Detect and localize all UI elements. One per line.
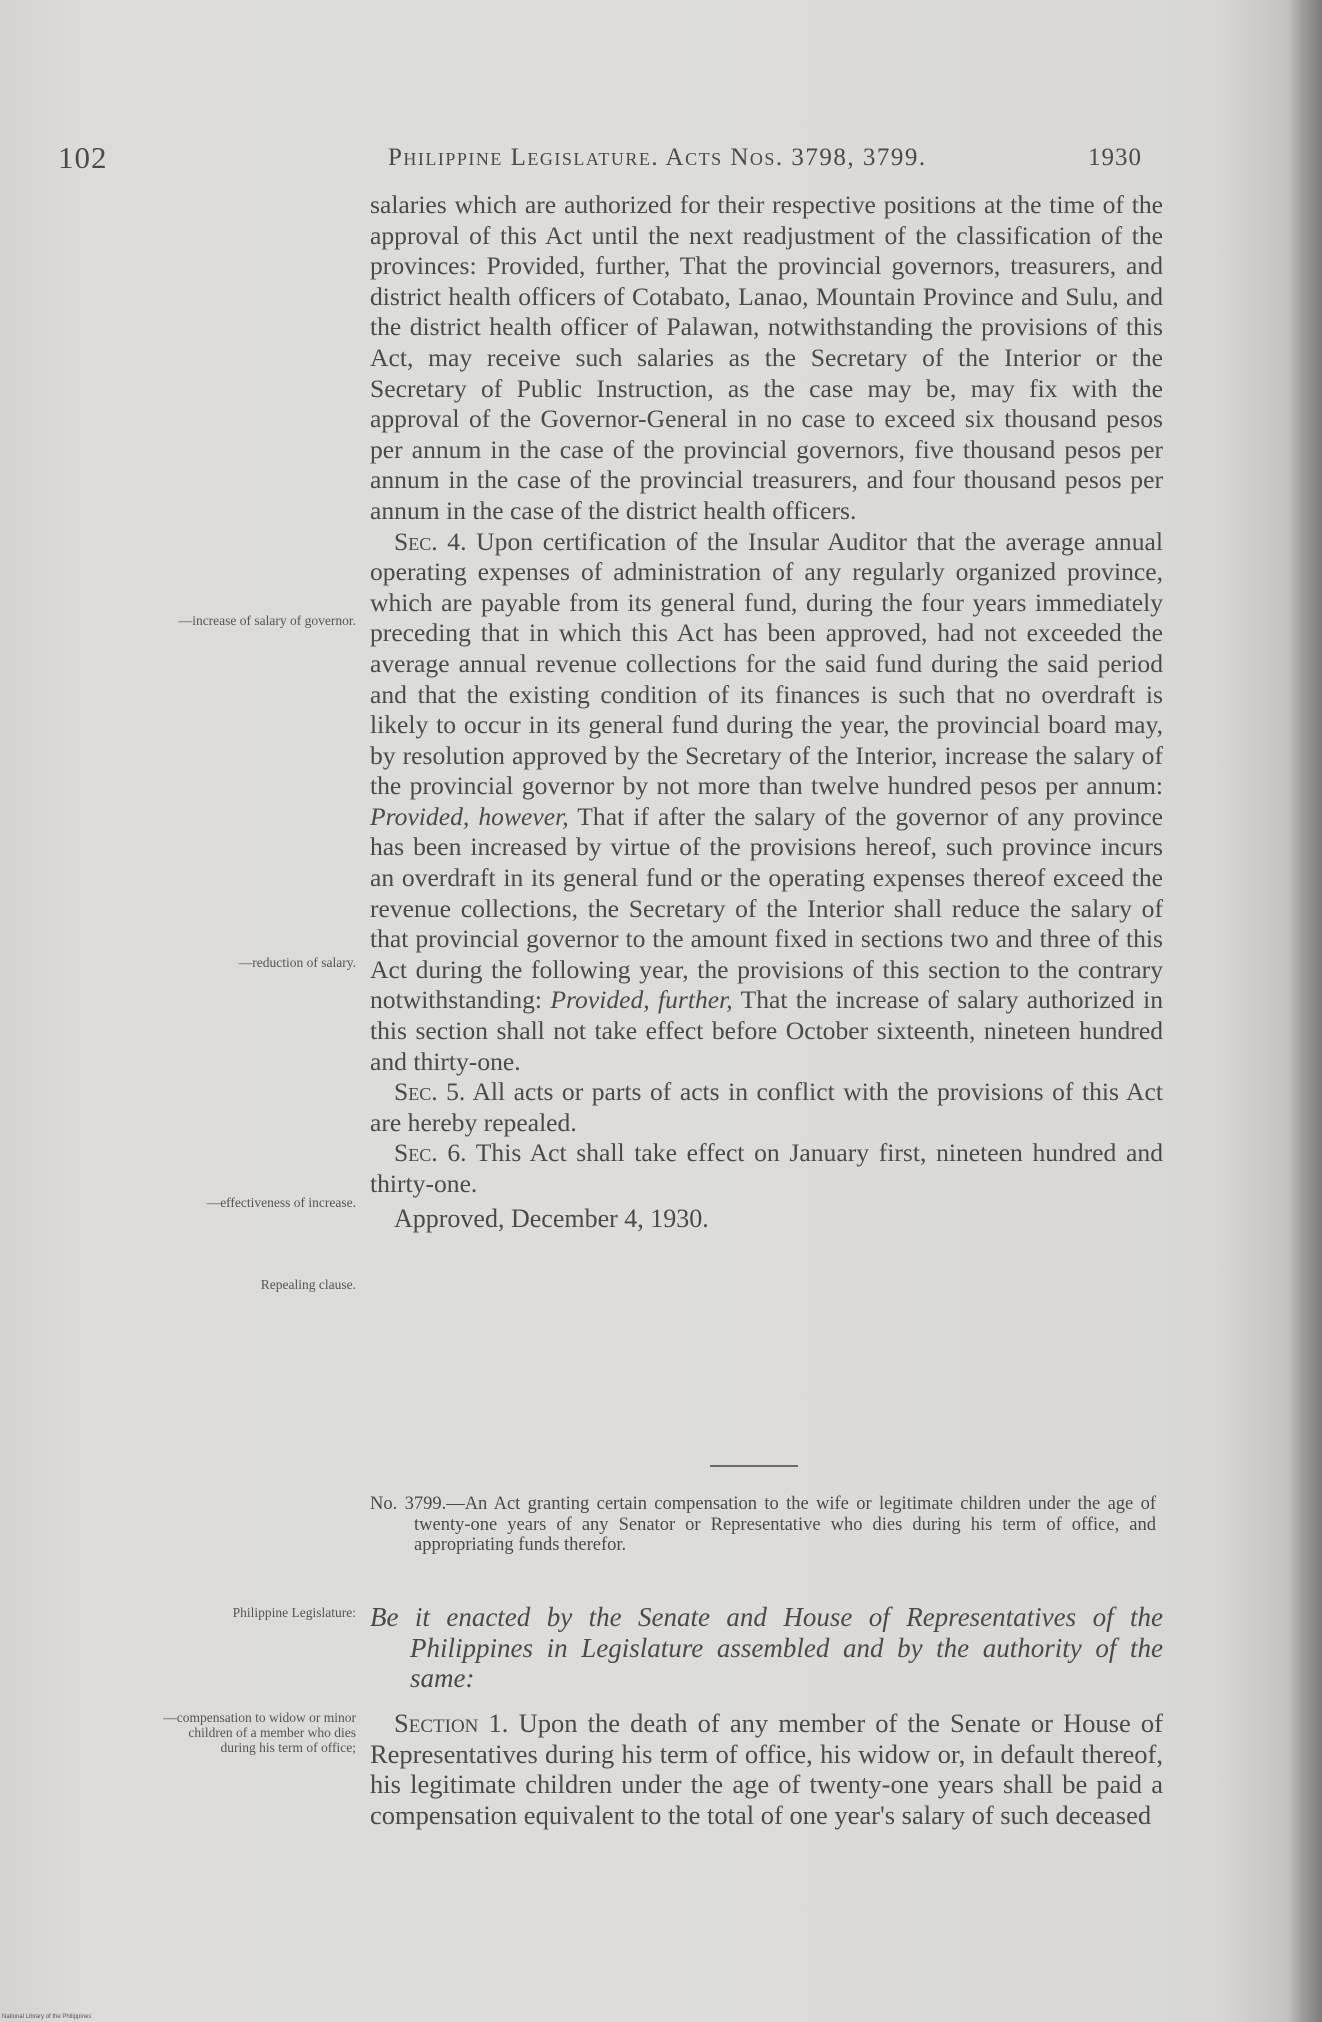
approved-line: Approved, December 4, 1930. [394,1203,709,1233]
section-4-text-c: That the increase of salary authorized in this section shall not take effect before October sixteenth, nineteen hundred and thirty-one. [370,985,1163,1076]
margin-note-legislature: Philippine Legislature: [232,1605,356,1620]
running-head: Philippine Legislature. Acts Nos. 3798, 3799. [388,144,927,171]
section-5 [370,1077,1163,1138]
page-edge-shadow [1288,0,1322,2022]
header-year: 1930 [1088,144,1142,171]
page-number: 102 [58,140,108,175]
section-4-proviso-1: Provided, however, [370,801,569,831]
section-1-label: Section 1. [394,1708,509,1738]
margin-note-reduction-salary: —reduction of salary. [238,955,356,970]
section-1-text: Upon the death of any member of the Senate or House of Representatives during his term of office, his widow or, in default thereof, his legitimate children under the age of twenty-one years shall be paid a compensation equivalent to the total of one year's salary of such deceased [370,1708,1163,1830]
continuation-paragraph: salaries which are authorized for their respective positions at the time of the approval of this Act until the next readjustment of the classification of the provinces: Provided, further, That the provincial governors, treasurers, and district health officers of Cotabato, Lanao, Mountain Province and Sulu, and the district health officer of Palawan, notwithstanding the provisions of this Act, may receive such salaries as the Secretary of the Interior or the Secretary of Public Instruction, as the case may be, may fix with the approval of the Governor-General in no case to exceed six thousand pesos per annum in the case of the provincial governors, five thousand pesos per annum in the case of the provincial treasurers, and four thousand pesos per annum in the case of the district health officers. [370,190,1163,525]
act-3799-section-1 [370,1708,1163,1830]
footer-credit: National Library of the Philippines [2,2014,92,2020]
section-6 [370,1138,1163,1199]
margin-note-effectiveness: —effectiveness of increase. [206,1195,356,1210]
margin-note-compensation: —compensation to widow or minor children of a member who dies during his term of office; [163,1710,356,1755]
section-4 [370,527,1163,1078]
margin-note-increase-salary: —increase of salary of governor. [178,613,356,628]
section-divider [710,1465,798,1467]
section-6-label: Sec. 6. [394,1138,467,1168]
enacting-clause-text: Be it enacted by the Senate and House of Representatives of the Philippines in Legislature assembled and by the authority of the same: [370,1602,1163,1693]
section-4-text-b: That if after the salary of the governor of any province has been increased by virtue of the provisions hereof, such province incurs an overdraft in its general fund or the operating expenses thereof exceed the revenue collections, the Secretary of the Interior shall reduce the salary of that provincial governor to the amount fixed in sections two and three of this Act during the following year, the provisions of this section to the contrary notwithstanding: [370,801,1163,1015]
section-5-label: Sec. 5. [394,1077,466,1107]
section-4-proviso-2: Provided, further, [550,985,733,1015]
act-3799-summary [370,1494,1156,1556]
section-4-text-a: Upon certification of the Insular Auditor that the average annual operating expenses of administration of any regularly organized province, which are payable from its general fund, during the four years immediately preceding that in which this Act has been approved, had not exceeded the average annual revenue collections for the said fund during the said period and that the existing condition of its finances is such that no overdraft is likely to occur in its general fund during the year, the provincial board may, by resolution approved by the Secretary of the Interior, increase the salary of the provincial governor by not more than twelve hundred pesos per annum: [370,526,1163,801]
page-header [0,140,1322,180]
enacting-clause [370,1602,1163,1694]
section-5-text: All acts or parts of acts in conflict with the provisions of this Act are hereby repealed. [370,1077,1163,1137]
section-6-text: This Act shall take effect on January first, nineteen hundred and thirty-one. [370,1138,1163,1198]
act-3799-summary-text: No. 3799.—An Act granting certain compensation to the wife or legitimate children under the age of twenty-one years of any Senator or Representative who dies during his term of office, and appropriating funds therefor. [370,1494,1156,1555]
main-text-top [370,190,1163,1234]
margin-note-repealing: Repealing clause. [260,1277,356,1292]
section-4-label: Sec. 4. [394,526,467,556]
section-1 [370,1708,1163,1830]
